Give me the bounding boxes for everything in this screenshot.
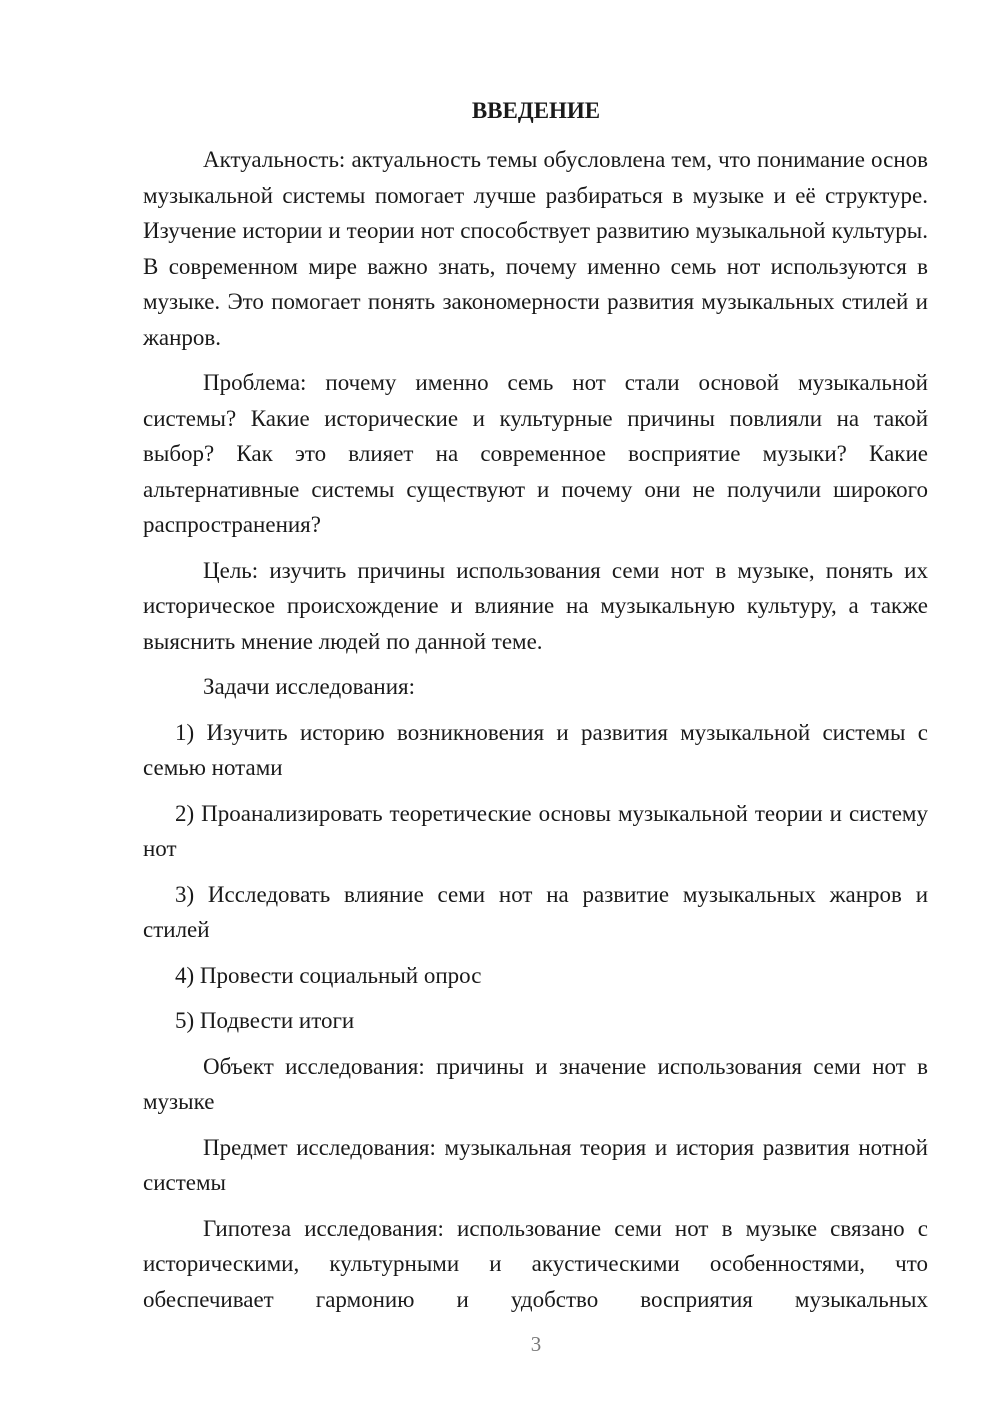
- list-item: 1) Изучить историю возникновения и развития музыкальной системы с семью нотами: [143, 719, 928, 780]
- tasks-heading: Задачи исследования:: [203, 674, 416, 699]
- list-item: 2) Проанализировать теоретические основы музыкальной теории и систему нот: [143, 800, 928, 861]
- list-item: 5) Подвести итоги: [175, 1008, 355, 1033]
- list-item: 3) Исследовать влияние семи нот на развитие музыкальных жанров и стилей: [143, 881, 928, 942]
- paragraph-goal: Цель: изучить причины использования семи нот в музыке, понять их историческое происхождение и влияние на музыкальную культуру, а также выяснить мнение людей по данной теме.: [143, 557, 928, 654]
- page-number: 3: [530, 1332, 542, 1356]
- paragraph-hypothesis: Гипотеза исследования: использование семи нот в музыке связано с историческими, культурными и акустическими особенностями, что обеспечивает гармонию и удобство восприятия музыкальных: [143, 1215, 928, 1312]
- paragraph-relevance: Актуальность: актуальность темы обусловлена тем, что понимание основ музыкальной системы помогает лучше разбираться в музыке и её структуре. Изучение истории и теории нот способствует развитию музыкальной культуры. В современном мире важно знать, почему именно семь нот используются в музыке. Это помогает понять закономерности развития музыкальных стилей и жанров.: [143, 147, 928, 350]
- paragraph-object: Объект исследования: причины и значение использования семи нот в музыке: [143, 1053, 928, 1114]
- paragraph-problem: Проблема: почему именно семь нот стали основой музыкальной системы? Какие исторические и культурные причины повлияли на такой выбор? Как это влияет на современное восприятие музыки? Какие альтернативные системы существуют и почему они не получили широкого распространения?: [143, 370, 928, 537]
- page-title: ВВЕДЕНИЕ: [471, 98, 601, 123]
- list-item: 4) Провести социальный опрос: [175, 962, 482, 988]
- document-body: [143, 142, 928, 1327]
- paragraph-subject: Предмет исследования: музыкальная теория и история развития нотной системы: [143, 1134, 928, 1195]
